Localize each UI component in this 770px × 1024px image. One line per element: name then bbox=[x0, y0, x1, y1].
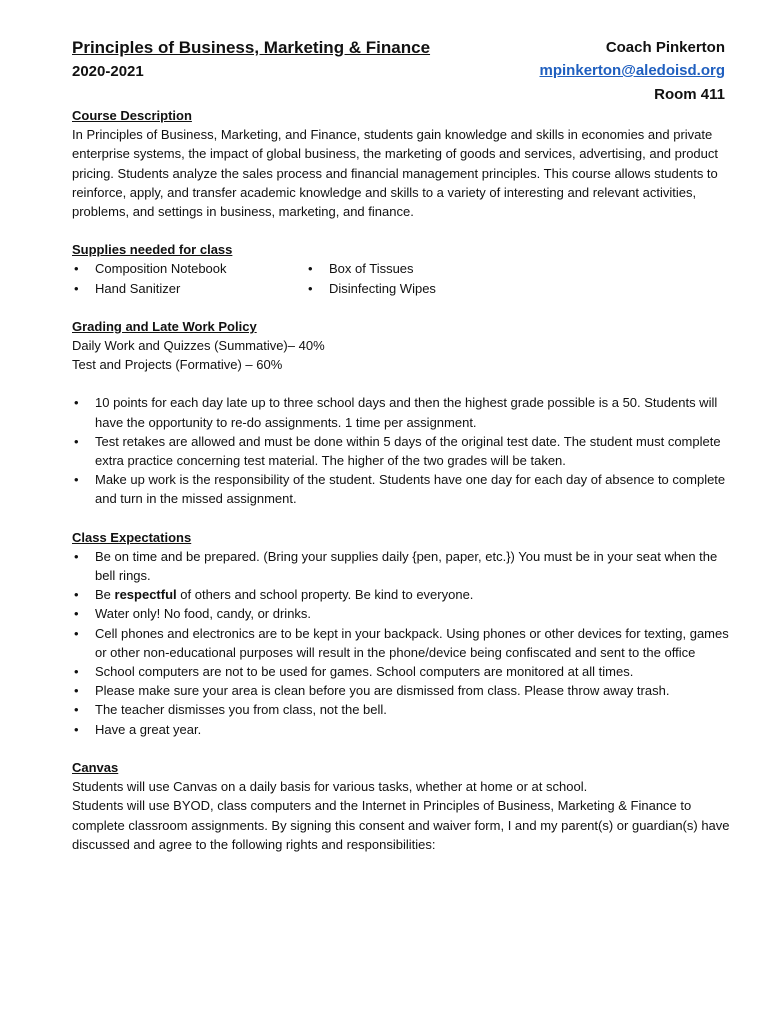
teacher-name: Coach Pinkerton bbox=[605, 39, 725, 56]
course-title: Principles of Business, Marketing & Finance bbox=[72, 38, 431, 57]
list-item: • Disinfecting Wipes bbox=[306, 279, 436, 298]
room-number: Room 411 bbox=[654, 86, 725, 103]
list-item: • 10 points for each day late up to three school days and then the highest grade possible is a 50. Students will have the opportunity to re-do assignments. 1 time per assignment. bbox=[72, 393, 732, 431]
list-item: • The teacher dismisses you from class, not the bell. bbox=[72, 700, 732, 719]
grading-heading: Grading and Late Work Policy bbox=[72, 318, 257, 334]
list-item: • Be on time and be prepared. (Bring your supplies daily {pen, paper, etc.}) You must be in your seat when the bell rings. bbox=[72, 547, 732, 585]
supplies-heading: Supplies needed for class bbox=[72, 242, 233, 258]
document-body bbox=[72, 106, 732, 854]
class-expectations-heading: Class Expectations bbox=[72, 529, 192, 545]
list-item: • Test retakes are allowed and must be done within 5 days of the original test date. The student must complete extra practice concerning test material. The higher of the two grades will be taken. bbox=[72, 432, 732, 470]
list-item: • School computers are not to be used for games. School computers are monitored at all times. bbox=[72, 662, 732, 681]
course-description-text: In Principles of Business, Marketing, and Finance, students gain knowledge and skills in economies and private enterprise systems, the impact of global business, the marketing of goods and services, advertising, and product pricing. Students analyze the sales process and financial management principles. This course allows students to reinforce, apply, and transfer academic knowledge and skills to a variety of interesting and relevant activities, problems, and settings in business, marketing, and finance. bbox=[72, 127, 719, 220]
teacher-email-link[interactable]: mpinkerton@aledoisd.org bbox=[539, 62, 725, 79]
expectations-list bbox=[72, 547, 732, 739]
list-item: • Cell phones and electronics are to be kept in your backpack. Using phones or other devices for texting, games or other non-educational purposes will result in the phone/device being confiscated and sent to the office bbox=[72, 624, 732, 662]
canvas-heading: Canvas bbox=[72, 759, 119, 775]
list-item: • Make up work is the responsibility of the student. Students have one day for each day of absence to complete and turn in the missed assignment. bbox=[72, 470, 732, 508]
grading-weight-line: Test and Projects (Formative) – 60% bbox=[72, 357, 283, 373]
list-item: • Box of Tissues bbox=[306, 259, 436, 278]
supplies-list bbox=[72, 259, 732, 297]
school-year: 2020-2021 bbox=[72, 63, 144, 80]
grading-weight-line: Daily Work and Quizzes (Summative)– 40% bbox=[72, 338, 325, 354]
list-item: • Have a great year. bbox=[72, 720, 732, 739]
late-work-list bbox=[72, 393, 732, 508]
list-item: • Be respectful of others and school property. Be kind to everyone. bbox=[72, 585, 732, 604]
canvas-paragraph: Students will use BYOD, class computers and the Internet in Principles of Business, Marketing & Finance to complete classroom assignments. By signing this consent and waiver form, I and my parent(s) or guardian(s) have discussed and agree to the following rights and responsibilities: bbox=[72, 798, 730, 852]
course-description-heading: Course Description bbox=[72, 108, 192, 123]
list-item: • Please make sure your area is clean before you are dismissed from class. Please throw away trash. bbox=[72, 681, 732, 700]
canvas-paragraph: Students will use Canvas on a daily basis for various tasks, whether at home or at school. bbox=[72, 779, 588, 795]
list-item: • Water only! No food, candy, or drinks. bbox=[72, 604, 732, 623]
list-item: • Hand Sanitizer bbox=[72, 279, 306, 298]
list-item: • Composition Notebook bbox=[72, 259, 306, 278]
